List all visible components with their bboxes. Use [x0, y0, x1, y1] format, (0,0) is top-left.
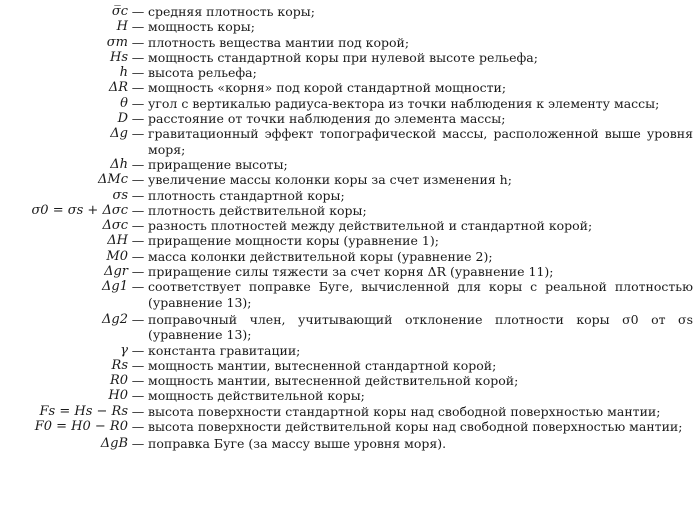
entry-symbol: Δσc	[102, 218, 128, 234]
entry-symbol: ΔgB	[100, 436, 128, 452]
glossary-entry	[0, 343, 697, 358]
glossary-entry	[0, 264, 697, 279]
entry-dash: —	[131, 311, 145, 327]
entry-dash: —	[131, 342, 145, 358]
glossary-entry	[0, 373, 697, 388]
entry-dash: —	[131, 202, 145, 218]
glossary-entry	[0, 172, 697, 187]
glossary-entry	[0, 233, 697, 248]
entry-definition: расстояние от точки наблюдения до элемента массы;	[148, 111, 506, 127]
entry-definition: плотность действительной коры;	[148, 202, 367, 218]
entry-definition: константа гравитации;	[148, 342, 301, 358]
entry-dash: —	[131, 436, 145, 452]
entry-symbol: Δg2	[102, 311, 128, 327]
entry-dash: —	[131, 233, 145, 249]
entry-dash: —	[131, 172, 145, 188]
entry-symbol: Δg1	[102, 279, 128, 295]
entry-dash: —	[131, 218, 145, 234]
glossary-entry	[0, 388, 697, 403]
entry-dash: —	[131, 65, 145, 81]
entry-definition: плотность вещества мантии под корой;	[148, 34, 410, 50]
entry-dash: —	[131, 34, 145, 50]
symbol-glossary	[0, 4, 697, 452]
entry-definition: мощность стандартной коры при нулевой высоте рельефа;	[148, 49, 538, 65]
entry-symbol: H	[116, 19, 128, 35]
entry-dash: —	[131, 357, 145, 373]
entry-symbol: Δg	[110, 126, 128, 142]
entry-symbol: R0	[109, 373, 128, 389]
entry-definition: поправка Буге (за массу выше уровня моря).	[148, 436, 447, 452]
glossary-entry	[0, 50, 697, 65]
glossary-entry	[0, 157, 697, 172]
entry-definition: разность плотностей между действительной и стандартной корой;	[148, 218, 593, 234]
entry-definition: высота рельефа;	[148, 65, 257, 81]
entry-dash: —	[131, 49, 145, 65]
entry-dash: —	[131, 264, 145, 280]
entry-dash: —	[131, 156, 145, 172]
glossary-entry	[0, 358, 697, 373]
entry-definition: мощность коры;	[148, 19, 255, 35]
entry-definition: мощность действительной коры;	[148, 388, 365, 404]
entry-symbol: M0	[106, 248, 128, 264]
glossary-entry	[0, 35, 697, 50]
entry-symbol: γ	[120, 342, 128, 358]
glossary-entry	[0, 65, 697, 80]
entry-symbol: σs	[112, 187, 128, 203]
entry-symbol: Δh	[110, 156, 128, 172]
entry-dash: —	[131, 403, 145, 419]
entry-symbol: F0 = H0 − R0	[34, 419, 128, 435]
glossary-entry	[0, 126, 697, 157]
entry-dash: —	[131, 126, 145, 142]
glossary-entry	[0, 203, 697, 218]
entry-definition: мощность мантии, вытесненной действительной корой;	[148, 373, 519, 389]
entry-dash: —	[131, 248, 145, 264]
entry-definition: приращение силы тяжести за счет корня ΔR (уравнение 11);	[148, 264, 554, 280]
entry-symbol: Δgr	[104, 264, 128, 280]
glossary-entry	[0, 436, 697, 451]
entry-definition: мощность «корня» под корой стандартной мощности;	[148, 80, 507, 96]
entry-symbol: σ̅c	[111, 4, 128, 19]
entry-dash: —	[131, 373, 145, 389]
glossary-entry	[0, 96, 697, 111]
glossary-entry	[0, 19, 697, 34]
entry-definition: гравитационный эффект топографической массы, расположенной выше уровня моря;	[148, 126, 693, 157]
glossary-entry	[0, 249, 697, 264]
entry-symbol: Rs	[111, 357, 128, 373]
entry-definition: высота поверхности стандартной коры над свободной поверхностью мантии;	[148, 403, 661, 419]
entry-symbol: H0	[108, 388, 128, 404]
entry-definition: масса колонки действительной коры (уравнение 2);	[148, 248, 493, 264]
entry-symbol: ΔMc	[98, 172, 128, 188]
entry-definition: мощность мантии, вытесненной стандартной корой;	[148, 357, 497, 373]
entry-definition: поправочный член, учитывающий отклонение плотности коры σ0 от σs (уравнение 13);	[148, 311, 693, 343]
entry-symbol: ΔR	[108, 80, 128, 96]
entry-definition: приращение мощности коры (уравнение 1);	[148, 233, 439, 249]
entry-definition: плотность стандартной коры;	[148, 187, 345, 203]
entry-definition: высота поверхности действительной коры над свободной поверхностью мантии;	[148, 419, 683, 435]
glossary-entry	[0, 312, 697, 343]
entry-dash: —	[131, 279, 145, 295]
glossary-entry	[0, 419, 697, 434]
glossary-entry	[0, 111, 697, 126]
glossary-entry	[0, 279, 697, 310]
entry-symbol: σm	[106, 34, 128, 50]
entry-dash: —	[131, 80, 145, 96]
entry-dash: —	[131, 419, 145, 435]
glossary-entry	[0, 4, 697, 19]
entry-symbol: Fs = Hs − Rs	[39, 403, 128, 419]
entry-symbol: σ0 = σs + Δσc	[31, 202, 128, 218]
entry-definition: увеличение массы колонки коры за счет изменения h;	[148, 172, 512, 188]
glossary-entry	[0, 188, 697, 203]
entry-dash: —	[131, 111, 145, 127]
entry-symbol: h	[119, 65, 128, 81]
entry-dash: —	[131, 19, 145, 35]
entry-symbol: ΔH	[107, 233, 128, 249]
entry-symbol: D	[117, 111, 128, 127]
glossary-entry	[0, 80, 697, 95]
entry-symbol: Hs	[109, 49, 128, 65]
glossary-entry	[0, 218, 697, 233]
entry-dash: —	[131, 95, 145, 111]
entry-definition: угол с вертикалью радиуса-вектора из точки наблюдения к элементу массы;	[148, 95, 660, 111]
glossary-entry	[0, 404, 697, 419]
entry-definition: соответствует поправке Буге, вычисленной для коры с реальной плотностью (уравнение 13);	[148, 279, 693, 310]
entry-dash: —	[131, 388, 145, 404]
entry-dash: —	[131, 187, 145, 203]
entry-definition: приращение высоты;	[148, 156, 288, 172]
entry-symbol: θ	[120, 95, 128, 111]
entry-definition: средняя плотность коры;	[148, 4, 315, 19]
entry-dash: —	[131, 4, 145, 19]
